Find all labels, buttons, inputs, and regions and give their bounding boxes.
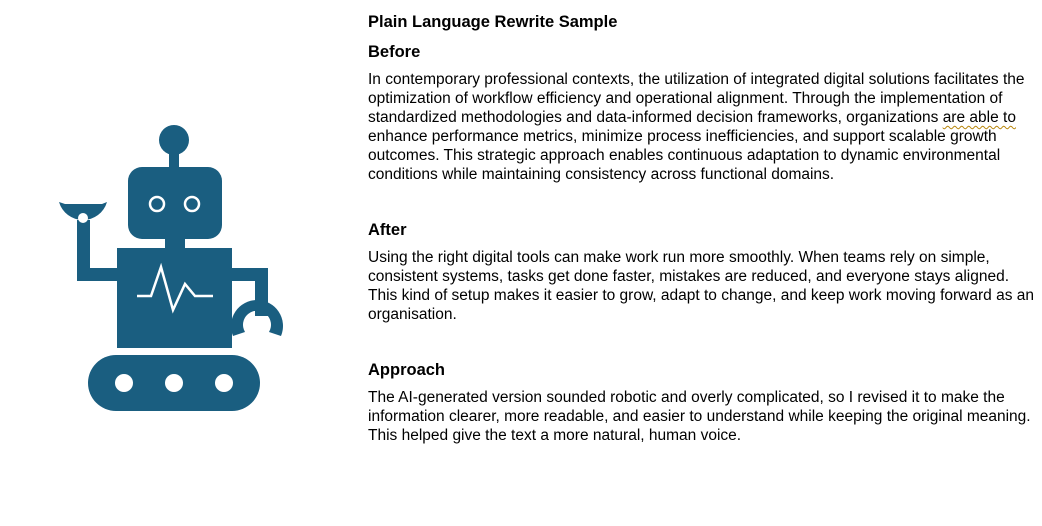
before-paragraph xyxy=(368,70,1038,184)
before-section xyxy=(368,41,1038,184)
before-text-part1: In contemporary professional contexts, the utilization of integrated digital solutions facilitates the optimization of workflow efficiency and operational alignment. Through the implementation of standardized methodologies and data-informed decision frameworks, organizations xyxy=(368,71,1025,126)
document-title: Plain Language Rewrite Sample xyxy=(368,13,618,31)
before-heading: Before xyxy=(368,43,421,61)
approach-section xyxy=(368,359,1038,445)
grammar-flagged-phrase[interactable]: are able to xyxy=(942,109,1016,126)
approach-heading: Approach xyxy=(368,361,446,379)
approach-paragraph: The AI-generated version sounded robotic and overly complicated, so I revised it to make the information clearer, more readable, and easier to understand while keeping the original meaning. This helped give the text a more natural, human voice. xyxy=(368,389,1031,444)
before-text-part2: enhance performance metrics, minimize process inefficiencies, and support scalable growth outcomes. This strategic approach enables continuous adaptation to dynamic environmental conditions while maintaining consistency across functional domains. xyxy=(368,128,1001,183)
document-content xyxy=(368,11,1038,445)
after-paragraph: Using the right digital tools can make work run more smoothly. When teams rely on simple, consistent systems, tasks get done faster, mistakes are reduced, and everyone stays aligned. This kind of setup makes it easier to grow, adapt to change, and keep work moving forward as an organisation. xyxy=(368,249,1035,323)
after-heading: After xyxy=(368,221,407,239)
after-section xyxy=(368,219,1038,324)
robot-icon xyxy=(55,120,290,420)
